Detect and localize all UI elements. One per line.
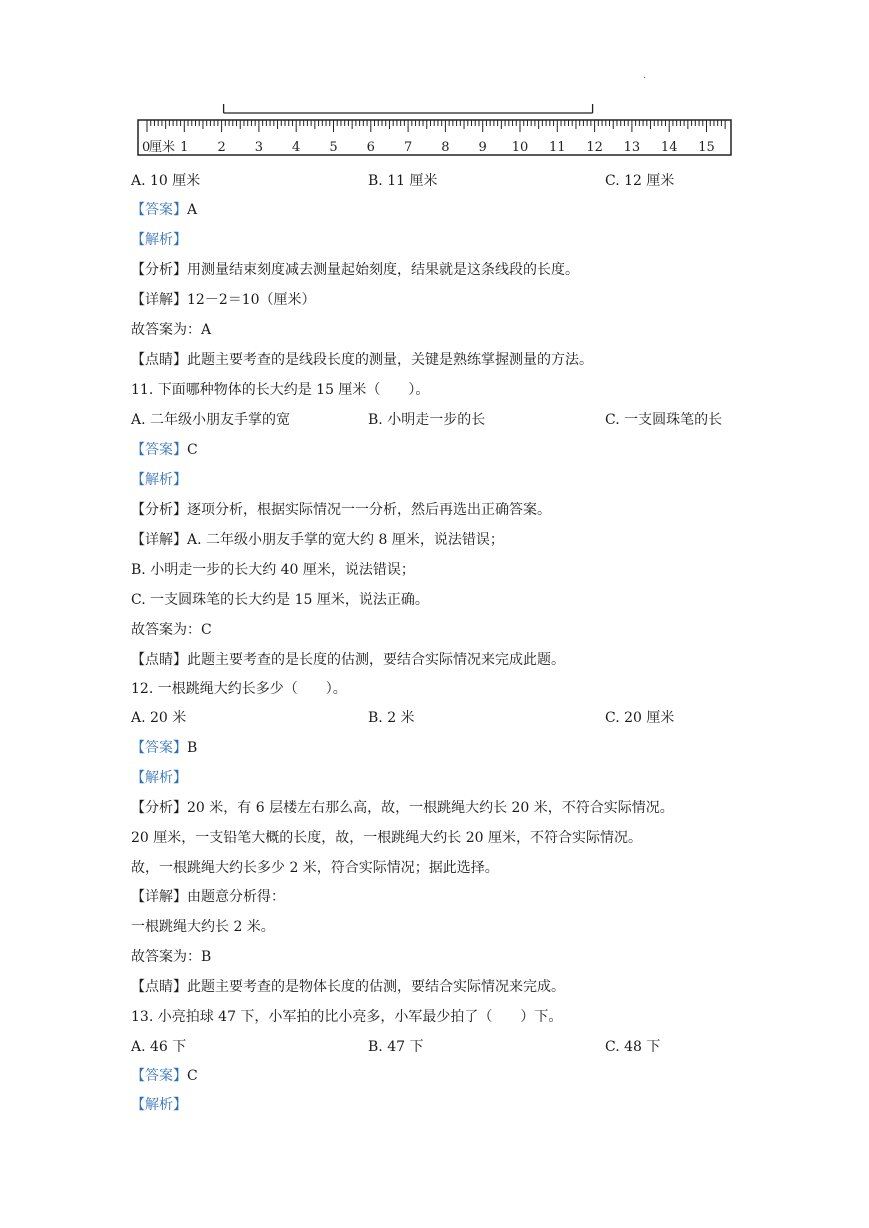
q10-option-b[interactable]: B. 11 厘米 <box>368 173 438 189</box>
q11-option-c[interactable]: C. 一支圆珠笔的长 <box>605 412 723 428</box>
ruler-label: 11 <box>549 140 566 155</box>
answer-tag: 【答案】 <box>131 442 187 458</box>
ruler-ticks <box>147 120 725 132</box>
dianjing-tag: 【点睛】 <box>131 352 187 368</box>
answer-value: A <box>187 202 198 218</box>
xiangjie-text: A. 二年级小朋友手掌的宽大约 8 厘米，说法错误； <box>187 532 504 548</box>
jiexi-tag: 【解析】 <box>131 1097 187 1113</box>
ruler-label: 13 <box>623 140 641 155</box>
q12-xiangjie-2: 一根跳绳大约长 2 米。 <box>131 919 275 935</box>
ruler-label: 6 <box>366 140 375 155</box>
q10-fenxi <box>131 260 579 280</box>
fenxi-text: 逐项分析，根据实际情况一一分析，然后再选出正确答案。 <box>187 502 551 518</box>
q13-option-a[interactable]: A. 46 下 <box>131 1039 187 1055</box>
xiangjie-text: 12－2＝10（厘米） <box>187 292 316 308</box>
measured-segment-bracket <box>224 104 593 113</box>
q12-option-b[interactable]: B. 2 米 <box>368 710 415 726</box>
ruler-unit-label: 厘米 <box>149 140 176 155</box>
q11-fenxi <box>131 500 551 520</box>
answer-tag: 【答案】 <box>131 202 187 218</box>
fenxi-text: 20 米，有 6 层楼左右那么高，故，一根跳绳大约长 20 米，不符合实际情况。 <box>187 800 674 816</box>
q11-option-b[interactable]: B. 小明走一步的长 <box>368 412 486 428</box>
q12-fenxi-2: 20 厘米，一支铅笔大概的长度，故，一根跳绳大约长 20 厘米，不符合实际情况。 <box>131 830 642 846</box>
dianjing-text: 此题主要考查的是线段长度的测量，关键是熟练掌握测量的方法。 <box>187 352 593 368</box>
q12-dianjing <box>131 977 565 997</box>
ruler-svg <box>130 96 740 160</box>
ruler-label: 2 <box>217 140 226 155</box>
ruler-label: 14 <box>660 140 678 155</box>
answer-tag: 【答案】 <box>131 740 187 756</box>
ruler-label: 12 <box>586 140 603 155</box>
q11-xiangjie <box>131 530 504 550</box>
q13-option-c[interactable]: C. 48 下 <box>605 1039 661 1055</box>
q10-option-c[interactable]: C. 12 厘米 <box>605 173 675 189</box>
ruler-label: 3 <box>254 140 264 155</box>
q11-stem: 11. 下面哪种物体的长大约是 15 厘米（ ）。 <box>131 382 430 398</box>
ruler-label: 10 <box>511 140 529 155</box>
ruler-labels <box>142 139 715 155</box>
q10-dianjing <box>131 350 593 370</box>
q12-xiangjie <box>131 887 285 907</box>
ruler-label: 5 <box>329 140 338 155</box>
dianjing-text: 此题主要考查的是物体长度的估测，要结合实际情况来完成。 <box>187 979 565 995</box>
q12-option-a[interactable]: A. 20 米 <box>131 710 187 726</box>
q12-stem: 12. 一根跳绳大约长多少（ ）。 <box>131 681 347 697</box>
jiexi-tag: 【解析】 <box>131 232 187 248</box>
q13-option-b[interactable]: B. 47 下 <box>368 1039 424 1055</box>
q10-final: 故答案为：A <box>131 322 212 338</box>
q12-fenxi-3: 故，一根跳绳大约长多少 2 米，符合实际情况；据此选择。 <box>131 860 499 876</box>
jiexi-tag: 【解析】 <box>131 770 187 786</box>
dianjing-tag: 【点睛】 <box>131 652 187 668</box>
q11-dianjing <box>131 650 565 670</box>
fenxi-tag: 【分析】 <box>131 800 187 816</box>
q11-final: 故答案为：C <box>131 622 212 638</box>
q13-answer <box>131 1066 198 1086</box>
ruler-figure <box>130 96 740 160</box>
dianjing-tag: 【点睛】 <box>131 979 187 995</box>
q12-jiexi <box>131 768 187 788</box>
fenxi-tag: 【分析】 <box>131 262 187 278</box>
ruler-label: 7 <box>403 140 413 155</box>
q12-fenxi <box>131 798 674 818</box>
q13-stem: 13. 小亮拍球 47 下，小军拍的比小亮多，小军最少拍了（ ）下。 <box>131 1009 563 1025</box>
q10-jiexi <box>131 230 187 250</box>
ruler-label: 15 <box>698 140 715 155</box>
q11-answer <box>131 440 198 460</box>
dianjing-text: 此题主要考查的是长度的估测，要结合实际情况来完成此题。 <box>187 652 565 668</box>
xiangjie-tag: 【详解】 <box>131 889 187 905</box>
q12-answer <box>131 738 197 758</box>
q12-option-c[interactable]: C. 20 厘米 <box>605 710 675 726</box>
q12-final: 故答案为：B <box>131 949 212 965</box>
page-dot: . <box>643 70 647 81</box>
ruler-label: 8 <box>441 140 450 155</box>
q13-jiexi <box>131 1095 187 1115</box>
q11-jiexi <box>131 470 187 490</box>
xiangjie-tag: 【详解】 <box>131 292 187 308</box>
q10-xiangjie <box>131 290 316 310</box>
answer-value: C <box>187 442 198 458</box>
answer-value: C <box>187 1068 198 1084</box>
q10-answer <box>131 200 197 220</box>
ruler-label-zero: 0 <box>142 140 151 155</box>
xiangjie-tag: 【详解】 <box>131 532 187 548</box>
xiangjie-text: 由题意分析得： <box>187 889 285 905</box>
q11-line-c: C. 一支圆珠笔的长大约是 15 厘米，说法正确。 <box>131 592 429 608</box>
fenxi-text: 用测量结束刻度减去测量起始刻度，结果就是这条线段的长度。 <box>187 262 579 278</box>
ruler-label: 4 <box>292 140 301 155</box>
answer-value: B <box>187 740 198 756</box>
answer-tag: 【答案】 <box>131 1068 187 1084</box>
q11-option-a[interactable]: A. 二年级小朋友手掌的宽 <box>131 412 291 428</box>
jiexi-tag: 【解析】 <box>131 472 187 488</box>
fenxi-tag: 【分析】 <box>131 502 187 518</box>
ruler-label: 1 <box>180 140 189 155</box>
ruler-label: 9 <box>478 140 487 155</box>
q11-line-b: B. 小明走一步的长大约 40 厘米，说法错误； <box>131 562 415 578</box>
q10-option-a[interactable]: A. 10 厘米 <box>131 173 201 189</box>
